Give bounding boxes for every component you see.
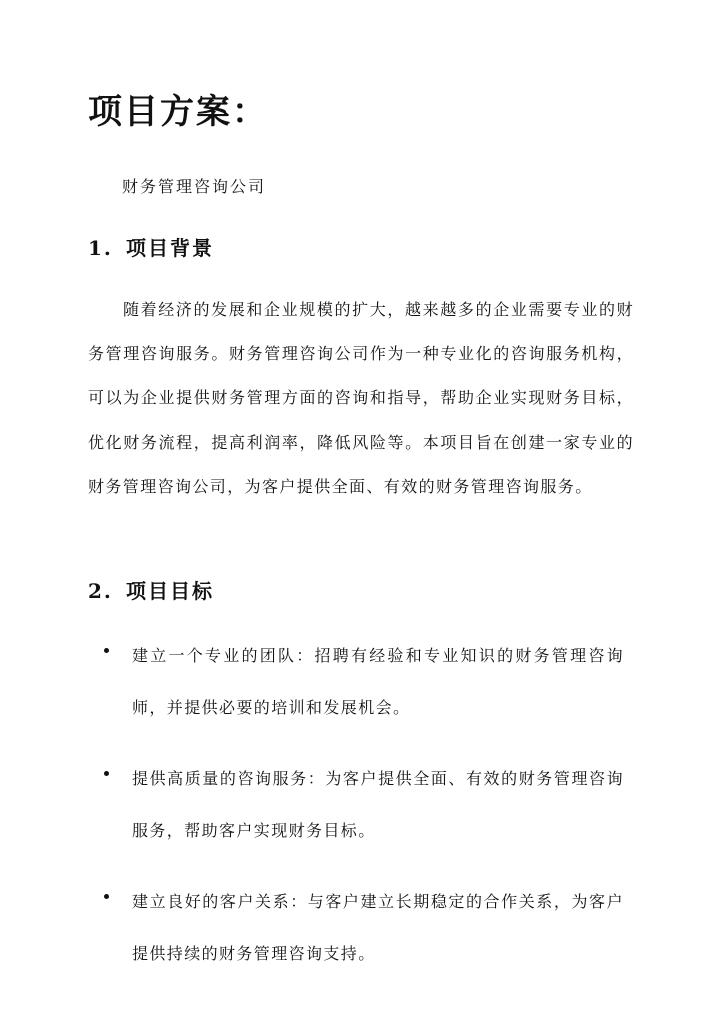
section-title: 项目目标 <box>126 579 214 603</box>
section-number: 1. <box>88 236 113 260</box>
section-number: 2. <box>88 579 113 603</box>
section-title: 项目背景 <box>126 236 214 260</box>
list-item-text: 建立良好的客户关系：与客户建立长期稳定的合作关系，为客户提供持续的财务管理咨询支持。 <box>132 892 624 963</box>
list-item-text: 提供高质量的咨询服务：为客户提供全面、有效的财务管理咨询服务，帮助客户实现财务目标。 <box>132 769 624 840</box>
section-heading-goals <box>88 575 214 604</box>
background-paragraph: 随着经济的发展和企业规模的扩大，越来越多的企业需要专业的财务管理咨询服务。财务管理咨询公司作为一种专业化的咨询服务机构，可以为企业提供财务管理方面的咨询和指导，帮助企业实现财务目标，优化财务流程，提高利润率，降低风险等。本项目旨在创建一家专业的财务管理咨询公司，为客户提供全面、有效的财务管理咨询服务。 <box>88 300 634 496</box>
section-heading-background <box>88 232 214 261</box>
document-title: 项目方案： <box>88 92 268 132</box>
list-item <box>0 876 720 980</box>
document-subtitle: 财务管理咨询公司 <box>122 177 267 196</box>
bullet-icon <box>104 894 109 899</box>
goals-list <box>0 630 720 999</box>
bullet-icon <box>104 648 109 653</box>
list-item <box>0 630 720 734</box>
list-item-text: 建立一个专业的团队：招聘有经验和专业知识的财务管理咨询师，并提供必要的培训和发展机会。 <box>132 646 624 717</box>
list-item <box>0 753 720 857</box>
bullet-icon <box>104 771 109 776</box>
